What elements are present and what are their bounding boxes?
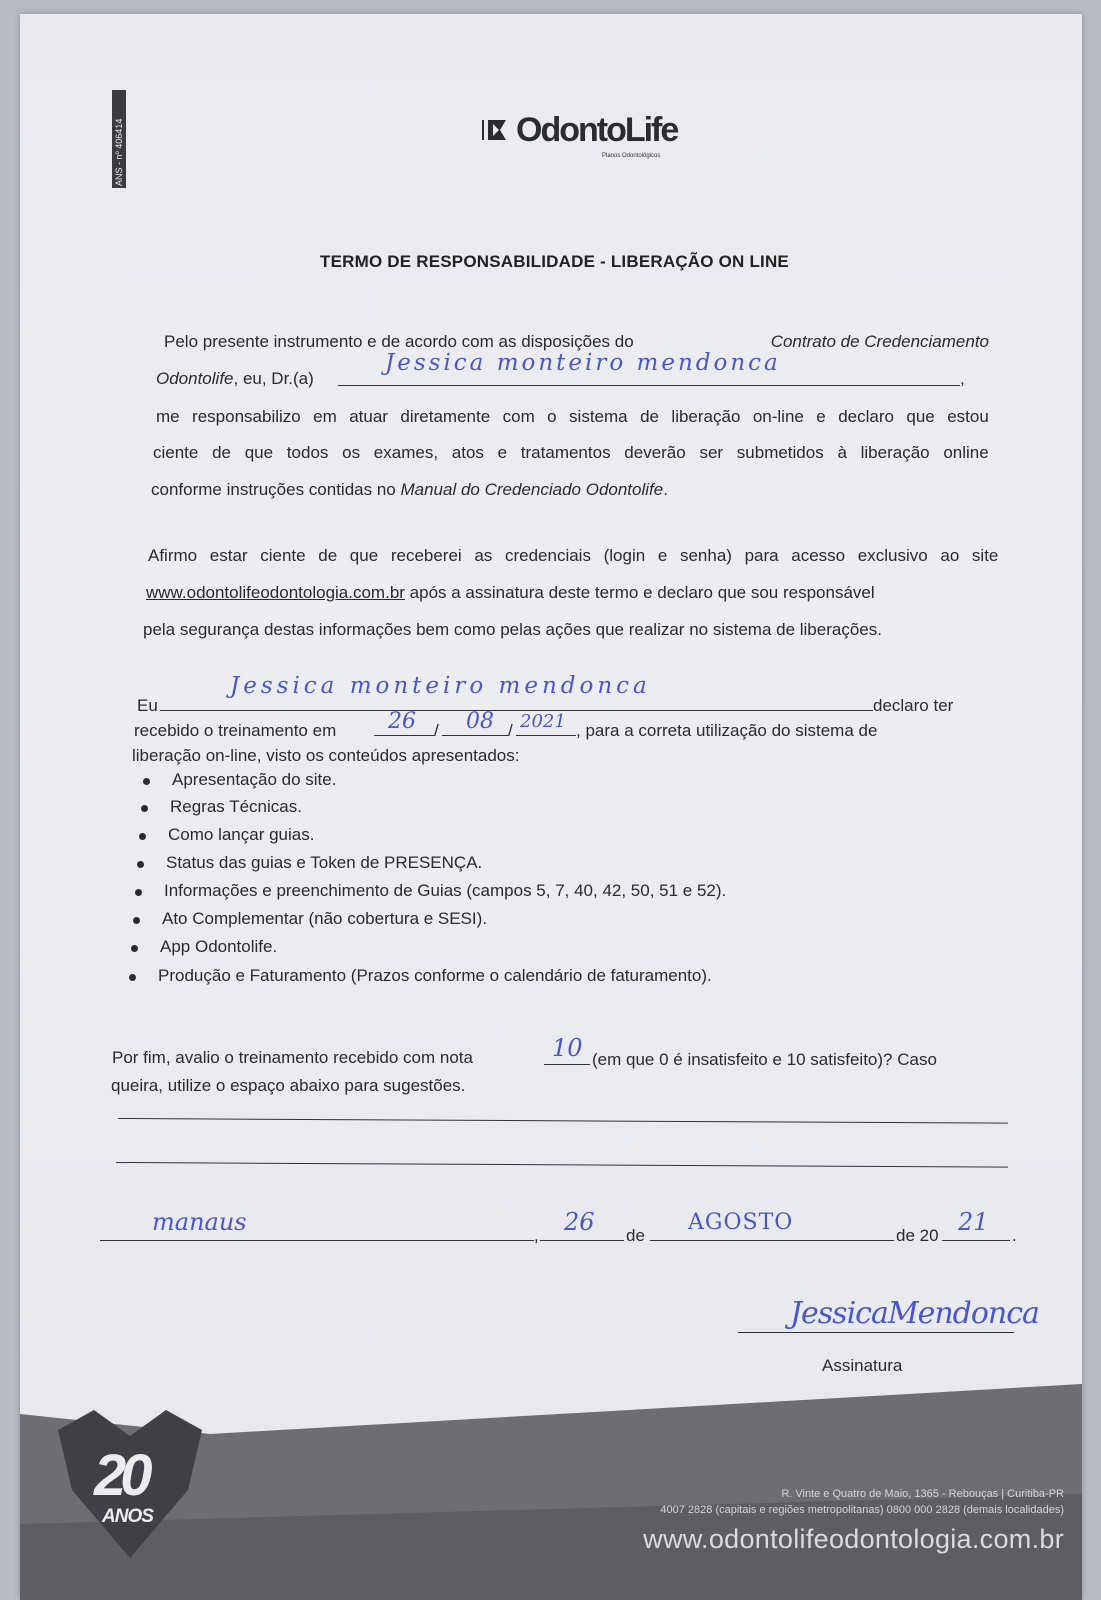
list-item: Informações e preenchimento de Guias (campos 5, 7, 40, 42, 50, 51 e 52). xyxy=(164,881,727,900)
list-item: Status das guias e Token de PRESENÇA. xyxy=(166,853,483,872)
bullet-icon xyxy=(131,945,138,952)
footer-site-link[interactable]: www.odontolifeodontologia.com.br xyxy=(643,1524,1064,1554)
handwritten-signature: JessicaMendonca xyxy=(790,1296,1039,1331)
bullet-icon xyxy=(141,805,148,812)
document-sheet xyxy=(20,14,1082,1600)
comma: , xyxy=(960,369,965,388)
handwritten-name: Jessica monteiro mendonca xyxy=(230,673,651,699)
handwritten-month-2: AGOSTO xyxy=(688,1210,794,1235)
list-item: Regras Técnicas. xyxy=(170,797,302,816)
rating-line1a: Por fim, avalio o treinamento recebido com nota xyxy=(112,1048,473,1067)
footer-phones: 4007 2828 (capitais e regiões metropolitanas) 0800 000 2828 (demais localidades) xyxy=(660,1504,1064,1516)
handwritten-doctor-name: Jessica monteiro mendonca xyxy=(385,350,781,376)
signature-line[interactable] xyxy=(738,1332,1014,1333)
para2-line3: pela segurança destas informações bem como pelas ações que realizar no sistema de liberações. xyxy=(143,620,882,639)
para3-line3: liberação on-line, visto os conteúdos apresentados: xyxy=(132,746,520,765)
handwritten-city: manaus xyxy=(152,1208,247,1236)
para2-line1: Afirmo estar ciente de que receberei as credenciais (login e senha) para acesso exclusivo ao site xyxy=(148,546,999,565)
date-slash: / xyxy=(508,721,513,740)
logo-wordmark: OdontoLife xyxy=(516,110,678,149)
de-label-2: de 20 xyxy=(896,1226,939,1245)
rating-line1b: (em que 0 é insatisfeito e 10 satisfeito)? Caso xyxy=(592,1050,937,1069)
list-item: Apresentação do site. xyxy=(172,770,337,789)
bullet-icon xyxy=(143,778,150,785)
para3-line2-end: , para a correta utilização do sistema de xyxy=(576,721,878,740)
para1-line1: Pelo presente instrumento e de acordo com as disposições do Contrato de Credenciamento xyxy=(164,332,989,351)
declaro-label: declaro ter xyxy=(873,696,954,715)
badge-number: 20 xyxy=(94,1443,147,1508)
bullet-icon xyxy=(135,889,142,896)
badge-word: ANOS xyxy=(102,1506,153,1527)
logo-subtitle: Planos Odontológicos xyxy=(602,153,661,159)
para1-line5: conforme instruções contidas no Manual do Credenciado Odontolife. xyxy=(151,480,668,499)
logo-mark-icon xyxy=(480,116,510,144)
suggestion-line-2[interactable] xyxy=(116,1162,1008,1168)
para1-line2: Odontolife, eu, Dr.(a) xyxy=(156,369,314,388)
month-field[interactable] xyxy=(650,1240,894,1241)
de-label-1: de xyxy=(626,1226,645,1245)
handwritten-rating: 10 xyxy=(552,1034,583,1062)
comma: , xyxy=(534,1226,539,1245)
site-link[interactable]: www.odontolifeodontologia.com.br xyxy=(146,583,405,602)
list-item: App Odontolife. xyxy=(160,937,278,956)
para1-line4: ciente de que todos os exames, atos e tratamentos deverão ser submetidos à liberação online xyxy=(153,443,989,462)
handwritten-day-2: 26 xyxy=(564,1208,595,1236)
list-item: Ato Complementar (não cobertura e SESI). xyxy=(162,909,488,928)
rating-line2: queira, utilize o espaço abaixo para sugestões. xyxy=(111,1076,466,1095)
handwritten-year: 2021 xyxy=(520,711,566,732)
bullet-icon xyxy=(133,917,140,924)
ans-registration-strip xyxy=(112,90,126,188)
bullet-icon xyxy=(137,861,144,868)
para2-line2: www.odontolifeodontologia.com.br após a assinatura deste termo e declaro que sou responsável xyxy=(146,583,875,602)
ans-code: ANS - nº 406414 xyxy=(114,118,124,186)
bullet-icon xyxy=(129,974,136,981)
suggestion-line-1[interactable] xyxy=(118,1118,1008,1124)
date-year-field[interactable] xyxy=(516,735,576,736)
date-day-field[interactable] xyxy=(374,735,434,736)
para1-line3: me responsabilizo em atuar diretamente com o sistema de liberação on-line e declaro que estou xyxy=(156,407,989,426)
bullet-icon xyxy=(139,833,146,840)
city-field[interactable] xyxy=(100,1240,534,1241)
doctor-name-field[interactable] xyxy=(338,385,960,386)
signature-label: Assinatura xyxy=(822,1356,903,1375)
handwritten-day: 26 xyxy=(388,709,416,734)
handwritten-year-2: 21 xyxy=(958,1208,989,1236)
day-field[interactable] xyxy=(540,1240,624,1241)
eu-label: Eu xyxy=(137,696,158,715)
date-slash: / xyxy=(434,721,439,740)
document-title: TERMO DE RESPONSABILIDADE - LIBERAÇÃO ON LINE xyxy=(320,252,789,271)
year-field[interactable] xyxy=(942,1240,1010,1241)
period: . xyxy=(1012,1226,1017,1245)
date-month-field[interactable] xyxy=(442,735,508,736)
name-field[interactable] xyxy=(160,710,873,711)
handwritten-month: 08 xyxy=(466,709,494,734)
rating-field[interactable] xyxy=(544,1064,590,1065)
list-item: Como lançar guias. xyxy=(168,825,315,844)
list-item: Produção e Faturamento (Prazos conforme o calendário de faturamento). xyxy=(158,966,712,985)
footer-address: R. Vinte e Quatro de Maio, 1365 - Rebouças | Curitiba-PR xyxy=(781,1488,1064,1500)
odontolife-logo xyxy=(480,110,677,150)
recebido-label: recebido o treinamento em xyxy=(134,721,337,740)
